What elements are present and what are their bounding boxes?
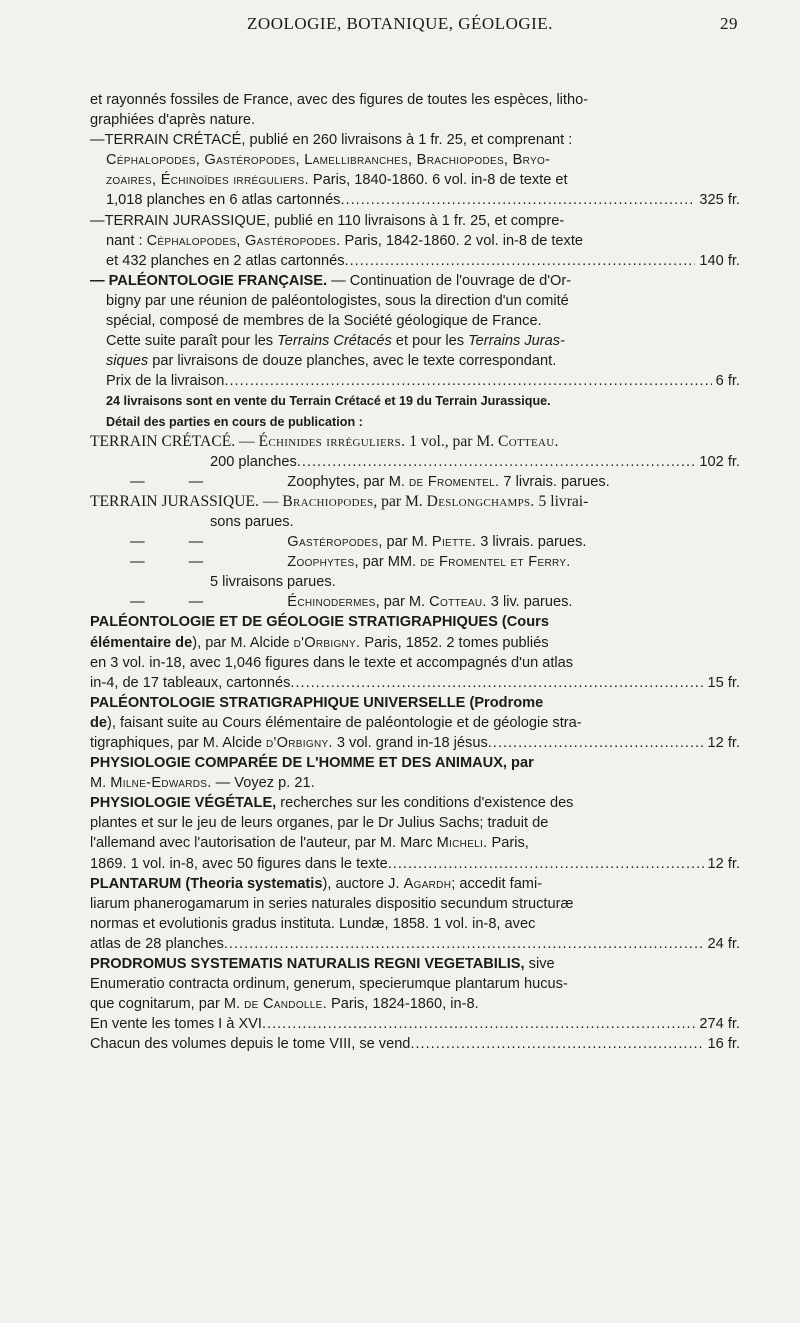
entry-title: — PALÉONTOLOGIE FRANÇAISE. [90, 272, 328, 289]
text-line [90, 833, 740, 853]
text-run: 3 vol. grand in-18 jésus [332, 735, 488, 751]
text-run: — Voyez p. 21. [211, 775, 315, 792]
text-run: Cours [506, 614, 549, 631]
leader-dots [340, 190, 695, 210]
text-run: — — [130, 534, 248, 551]
text-line [90, 713, 740, 733]
price-line [90, 190, 740, 210]
text-run: 7 livrais. parues. [499, 473, 610, 490]
text-run: siques [106, 353, 149, 370]
entry-title-line [90, 874, 740, 894]
text-run: Terrains Crétacés [277, 333, 392, 350]
catalogue-entry [90, 211, 740, 271]
text-run: de Fromentel. [408, 473, 500, 490]
text-run: — Continuation de l'ouvrage de d'Or- [327, 272, 572, 289]
price-line [90, 452, 740, 472]
price-value: 15 fr. [707, 674, 740, 691]
text-line: Enumeratio contracta ordinum, generum, specierumque plantarum hucus- [90, 976, 568, 993]
entry-title-line [90, 612, 740, 632]
leader-dots [410, 1034, 703, 1054]
text-run: Agardh [403, 875, 452, 892]
price-label: in-4, de 17 tableaux, cartonnés [90, 674, 291, 691]
catalogue-entry [90, 753, 740, 793]
text-line [90, 532, 740, 552]
catalogue-entry [90, 612, 740, 692]
price-label: atlas de 28 planches [90, 935, 224, 952]
text-run: 3 liv. parues. [486, 594, 573, 611]
price-value: 24 fr. [707, 935, 740, 952]
entry-title-line: —TERRAIN JURASSIQUE, publié en 110 livraisons à 1 fr. 25, et compre- [90, 212, 565, 229]
catalogue-entry [90, 271, 740, 432]
entry-title-line [90, 432, 740, 452]
text-line [90, 773, 740, 793]
leader-dots [345, 251, 696, 271]
price-label: 1869. 1 vol. in-8, avec 50 figures dans le texte [90, 855, 388, 872]
text-line: bigny par une réunion de paléontologistes, sous la direction d'un comité [106, 292, 569, 309]
price-value: 274 fr. [699, 1016, 740, 1033]
text-run: recherches sur les conditions d'existence des [276, 795, 574, 812]
leader-dots [388, 854, 704, 874]
price-label: 1,018 planches en 6 atlas cartonnés [106, 192, 341, 209]
text-run: , par M. [375, 594, 430, 611]
entry-title: PRODROMUS SYSTEMATIS NATURALIS REGNI VEGETABILIS, [90, 956, 525, 973]
text-run: Zoophytes [287, 473, 356, 490]
page-number: 29 [720, 14, 738, 33]
text-run: Céphalopodes, Gastéropodes. [146, 232, 341, 249]
text-run: Prodrome [474, 694, 544, 711]
text-run: — — [130, 594, 248, 611]
text-run: tigraphiques, par M. Alcide [90, 735, 267, 751]
text-line [90, 592, 740, 612]
text-run: Micheli. [436, 835, 488, 852]
text-run: Paris, 1840-1860. 6 vol. in-8 de texte et [308, 172, 568, 189]
text-run: d'Orbigny. [293, 634, 361, 651]
price-line [90, 854, 740, 874]
text-run: M. [90, 775, 111, 792]
price-line [90, 371, 740, 391]
text-run: ), faisant suite au Cours élémentaire de paléontologie et de géologie stra- [107, 714, 582, 731]
text-line: plantes et sur le jeu de leurs organes, par le Dr Julius Sachs; traduit de [90, 815, 549, 832]
leader-dots [224, 371, 711, 391]
leader-dots [488, 733, 704, 753]
text-run: zoaires, Échinoïdes irréguliers. [106, 172, 309, 189]
price-label: En vente les tomes I à XVI [90, 1016, 262, 1033]
text-line [90, 170, 740, 190]
text-run: et pour les [391, 333, 469, 350]
text-run: Milne-Edwards. [110, 775, 212, 792]
catalogue-entry [90, 954, 740, 1054]
text-run: , par M. [373, 492, 427, 510]
price-value: 102 fr. [699, 453, 740, 470]
text-run: sive [524, 956, 555, 973]
leader-dots [224, 934, 704, 954]
entry-title-line: —TERRAIN CRÉTACÉ, publié en 260 livraisons à 1 fr. 25, et comprenant : [90, 132, 573, 149]
text-run: Deslongchamps. [426, 492, 535, 510]
text-run: , par MM. [354, 554, 421, 571]
text-line [90, 552, 740, 572]
entry-title: PALÉONTOLOGIE STRATIGRAPHIQUE UNIVERSELLE ( [90, 694, 475, 711]
catalogue-entry [90, 874, 740, 954]
text-run: Terrains Juras- [468, 333, 565, 350]
entry-title: TERRAIN CRÉTACÉ. — [90, 432, 259, 450]
price-value: 140 fr. [699, 252, 740, 269]
note-line: Détail des parties en cours de publication : [106, 414, 363, 429]
text-run: 1 vol., par M. [405, 432, 498, 450]
text-run: Cette suite paraît pour les [106, 333, 278, 350]
text-run: nant : [106, 232, 147, 249]
price-value: 16 fr. [707, 1036, 740, 1053]
price-value: 6 fr. [715, 373, 740, 390]
text-run: — — [130, 473, 248, 490]
text-run: l'allemand avec l'autorisation de l'auteur, par M. Marc [90, 835, 437, 852]
entry-title: PALÉONTOLOGIE ET DE GÉOLOGIE STRATIGRAPHIQUES ( [90, 614, 507, 631]
leader-dots [262, 1014, 695, 1034]
text-run: que cognitarum, par M. [90, 996, 245, 1013]
text-run: 5 livrai- [534, 492, 589, 510]
price-label: et 432 planches en 2 atlas cartonnés [106, 252, 345, 269]
price-label: Chacun des volumes depuis le tome VIII, se vend [90, 1036, 411, 1053]
text-run: ), par M. Alcide [192, 634, 294, 651]
text-run: 3 livrais. parues. [476, 534, 587, 551]
note-line: 24 livraisons sont en vente du Terrain Crétacé et 19 du Terrain Jurassique. [106, 394, 551, 409]
text-run: Paris, [487, 835, 529, 852]
text-run: Paris, 1824-1860, in-8. [326, 996, 479, 1013]
text-line [90, 331, 740, 351]
text-run: , par M. [355, 473, 409, 490]
text-line: Céphalopodes, Gastéropodes, Lamellibranches, Brachiopodes, Bryo- [106, 152, 551, 169]
page-header [60, 12, 740, 38]
text-line: et rayonnés fossiles de France, avec des figures de toutes les espèces, litho- [90, 92, 589, 108]
price-line [90, 733, 740, 753]
catalogue-body [90, 90, 740, 1055]
price-line [90, 1034, 740, 1054]
text-run: Gastéropodes [287, 534, 379, 551]
price-value: 12 fr. [707, 855, 740, 872]
catalogue-entry [90, 130, 740, 210]
text-line: 5 livraisons parues. [210, 574, 336, 591]
text-run: ), auctore J. [322, 875, 404, 892]
entry-title-line: PHYSIOLOGIE COMPARÉE DE L'HOMME ET DES ANIMAUX, par [90, 755, 534, 772]
price-label: Prix de la livraison [106, 373, 225, 390]
price-line [90, 673, 740, 693]
price-label [90, 733, 488, 753]
entry-title-line [90, 693, 740, 713]
text-run: Zoophytes [287, 554, 355, 571]
text-run: de Fromentel et Ferry. [420, 554, 571, 571]
text-line: normas et evolutionis gradus instituta. Lundæ, 1858. 1 vol. in-8, avec [90, 915, 536, 932]
leader-dots [297, 452, 696, 472]
catalogue-entry [90, 90, 740, 130]
catalogue-entry [90, 492, 740, 613]
text-run: par livraisons de douze planches, avec le texte correspondant. [148, 353, 557, 370]
price-value: 12 fr. [707, 735, 740, 751]
text-run: Piette. [431, 534, 477, 551]
text-run: Brachiopodes [282, 492, 374, 510]
text-run: Paris, 1842-1860. 2 vol. in-8 de texte [340, 232, 584, 249]
text-run: , par M. [378, 534, 432, 551]
text-line [90, 351, 740, 371]
price-line [90, 1014, 740, 1034]
text-run: élémentaire de [90, 634, 193, 651]
text-line [90, 994, 740, 1014]
text-line: liarum phanerogamarum in series naturales dispositio secundum structuræ [90, 895, 574, 912]
text-run: Theoria systematis [190, 875, 323, 892]
catalogue-entry [90, 693, 740, 753]
text-line [90, 472, 740, 492]
running-title: ZOOLOGIE, BOTANIQUE, GÉOLOGIE. [247, 14, 553, 33]
price-label: 200 planches [210, 453, 297, 470]
text-line: sons parues. [210, 513, 294, 530]
price-line [90, 251, 740, 271]
entry-title-line [90, 954, 740, 974]
entry-title: TERRAIN JURASSIQUE. — [90, 492, 283, 510]
text-run: — — [130, 554, 248, 571]
text-run: de [90, 714, 108, 731]
text-run: Échinodermes [287, 594, 376, 611]
entry-title-line [90, 793, 740, 813]
text-run: Paris, 1852. 2 tomes publiés [360, 634, 549, 651]
text-run: Échinides irréguliers. [258, 432, 406, 450]
text-run: Cotteau. [498, 432, 559, 450]
text-line: graphiées d'après nature. [90, 112, 256, 129]
catalogue-entry [90, 432, 740, 492]
entry-title: PLANTARUM ( [90, 875, 191, 892]
leader-dots [290, 673, 703, 693]
entry-title-line [90, 492, 740, 512]
price-line [90, 934, 740, 954]
text-run: de Candolle. [244, 996, 327, 1013]
text-run: d'Orbigny. [266, 735, 333, 751]
text-line: en 3 vol. in-18, avec 1,046 figures dans le texte et accompagnés d'un atlas [90, 654, 574, 671]
text-run: Cotteau. [429, 594, 487, 611]
catalogue-entry [90, 793, 740, 873]
text-line: spécial, composé de membres de la Société géologique de France. [106, 313, 542, 330]
text-line [90, 231, 740, 251]
price-value: 325 fr. [699, 192, 740, 209]
text-line [90, 633, 740, 653]
text-run: ; accedit fami- [451, 875, 543, 892]
entry-title: PHYSIOLOGIE VÉGÉTALE, [90, 795, 277, 812]
entry-title-line [90, 271, 740, 291]
